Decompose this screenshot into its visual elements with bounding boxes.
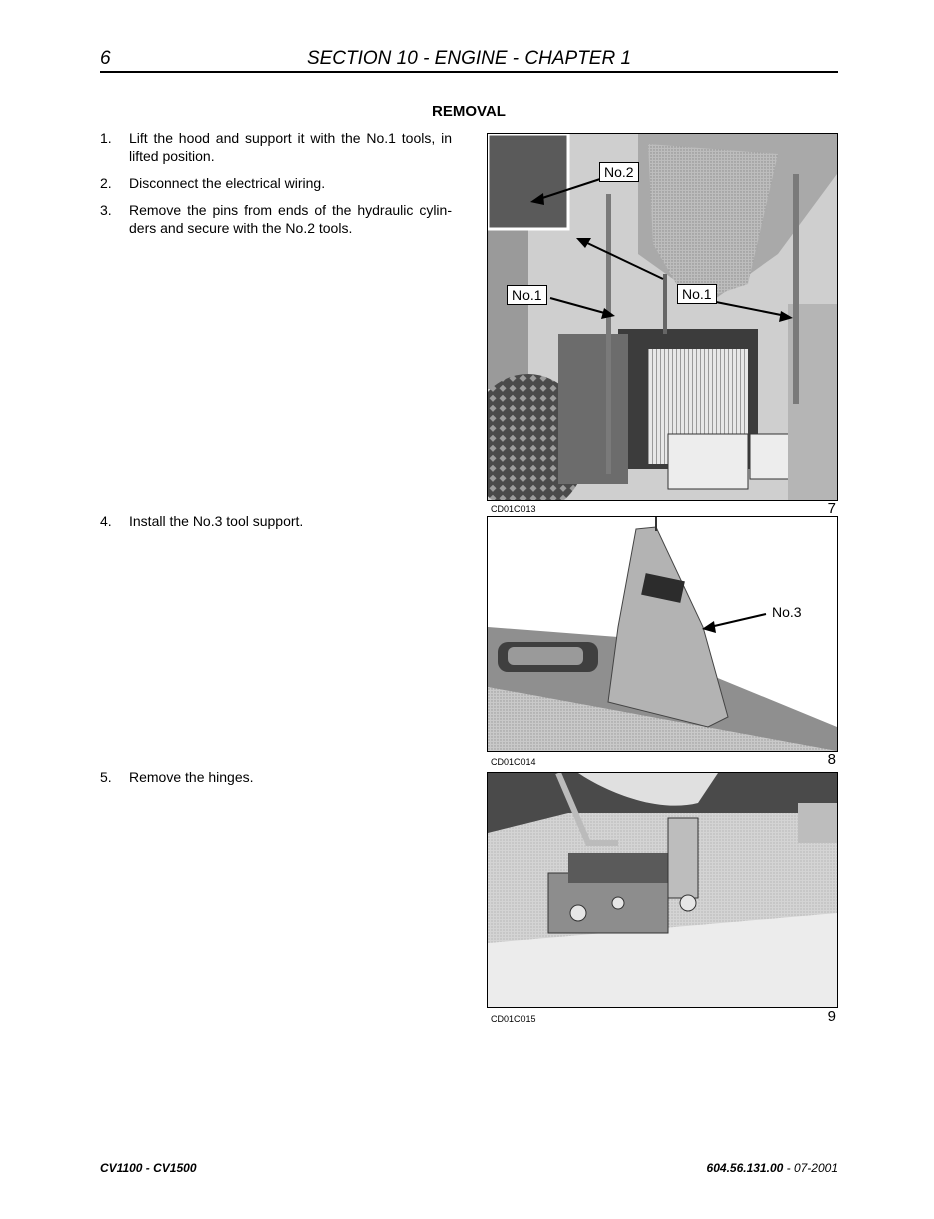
step-2 [100,174,452,192]
step-text: Install the No.3 tool support. [129,513,304,529]
figure-8-photo [487,516,838,752]
step-5 [100,768,452,786]
hood-lifted-photo [488,134,837,500]
header-rule [100,71,838,73]
step-text: Remove the pins from ends of the hydraulic cylin-ders and secure with the No.2 tools. [129,202,452,236]
figure-7-label-no2: No.2 [599,162,639,182]
page-header-title: SECTION 10 - ENGINE - CHAPTER 1 [306,48,632,69]
footer-date: - 07-2001 [783,1161,838,1175]
step-1 [100,129,452,165]
step-4 [100,512,452,530]
section-title: REMOVAL [432,103,506,120]
footer-doc-info [707,1161,838,1175]
step-text: Lift the hood and support it with the No.1 tools, in lifted position. [129,130,452,164]
figure-7-code: CD01C013 [491,504,536,514]
step-number: 3. [100,202,112,218]
figure-7-number: 7 [827,500,836,517]
page-number: 6 [100,48,111,69]
figure-9-photo [487,772,838,1008]
figure-8-label-no3: No.3 [772,604,802,620]
step-number: 1. [100,130,112,146]
figure-7-label-no1-left: No.1 [507,285,547,305]
step-3 [100,201,452,237]
figure-8-code: CD01C014 [491,757,536,767]
tool-support-photo [488,517,837,751]
footer-doc-number: 604.56.131.00 [706,1161,784,1175]
step-number: 4. [100,513,112,529]
figure-8-number: 8 [827,751,836,768]
step-text: Remove the hinges. [129,769,254,785]
step-number: 5. [100,769,112,785]
figure-9-code: CD01C015 [491,1014,536,1024]
hinges-photo [488,773,837,1007]
figure-9-number: 9 [827,1008,836,1025]
footer-model: CV1100 - CV1500 [100,1161,197,1175]
figure-7-photo [487,133,838,501]
step-text: Disconnect the electrical wiring. [129,175,326,191]
figure-7-label-no1-right: No.1 [677,284,717,304]
step-number: 2. [100,175,112,191]
